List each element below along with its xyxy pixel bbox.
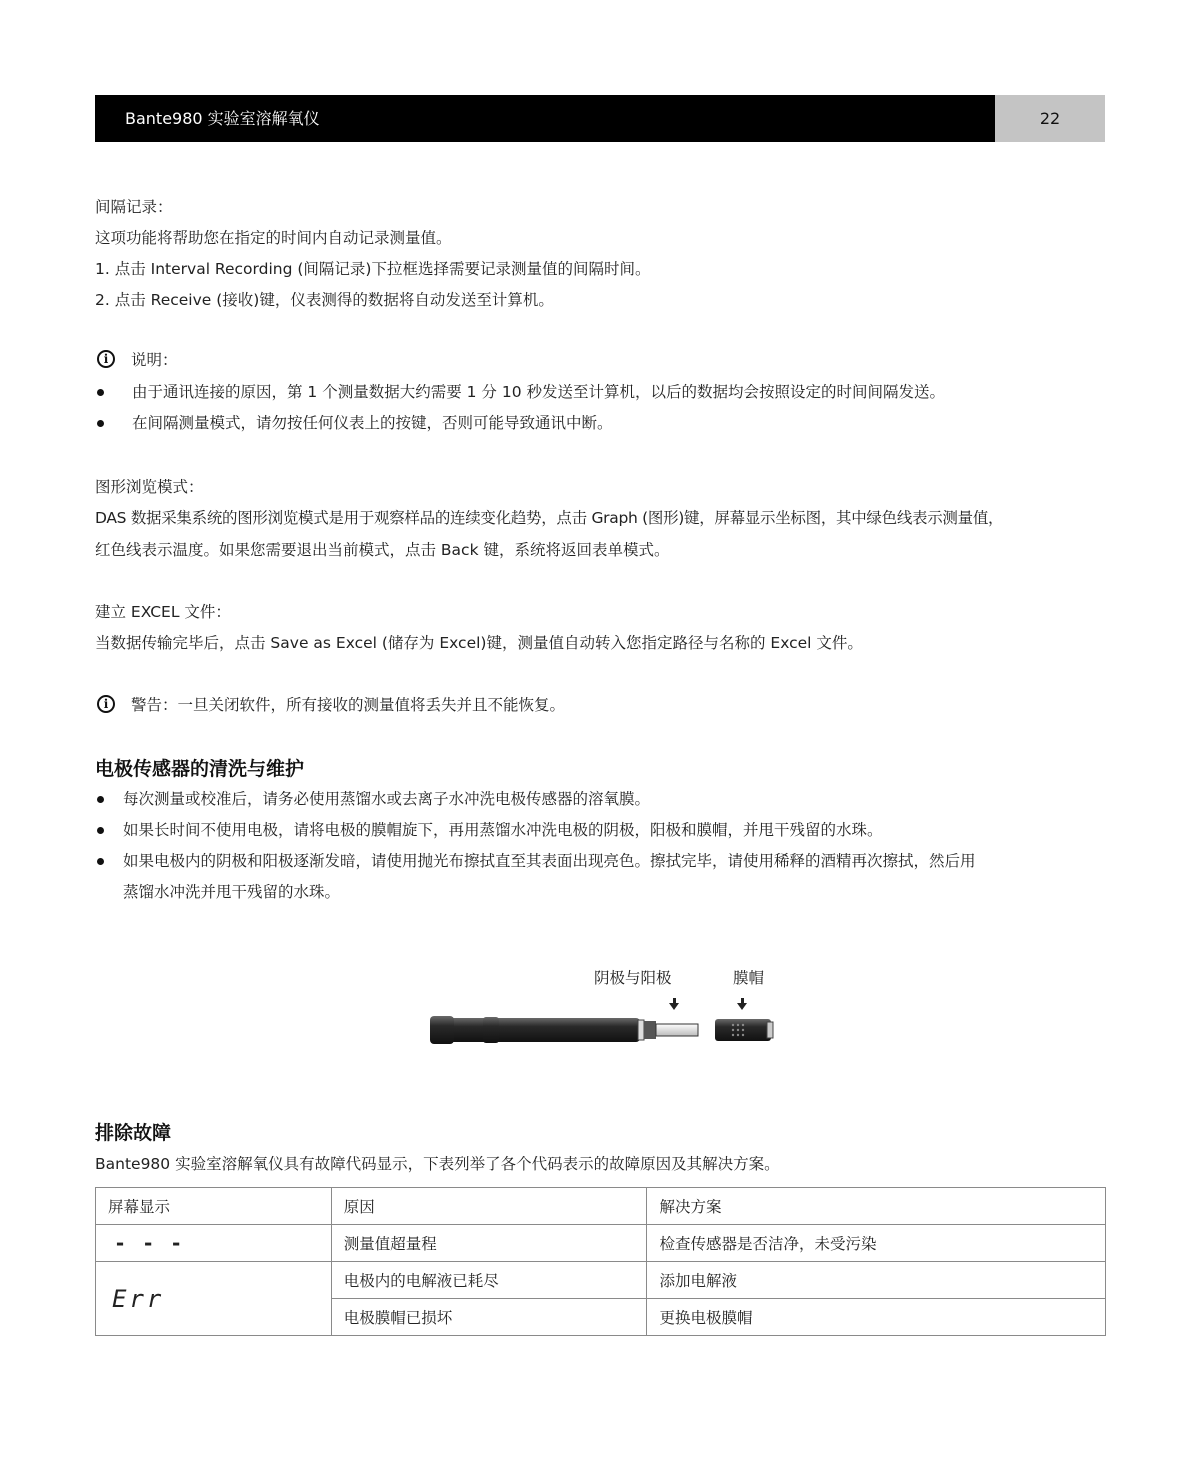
cause-cell: 测量值超量程 — [331, 1225, 647, 1262]
arrow-down-icon — [737, 1003, 747, 1010]
warning-icon: i — [97, 695, 115, 713]
excel-heading: 建立 EXCEL 文件： — [95, 603, 231, 621]
table-header-row — [96, 1188, 1106, 1225]
table-row — [96, 1225, 1106, 1262]
cause-cell: 电极膜帽已损坏 — [331, 1299, 647, 1336]
graph-line-2: 红色线表示温度。如果您需要退出当前模式，点击 Back 键，系统将返回表单模式。 — [95, 541, 670, 559]
display-code-dashes: - - - — [96, 1225, 332, 1262]
troubleshoot-intro: Bante980 实验室溶解氧仪具有故障代码显示，下表列举了各个代码表示的故障原因及其解决方案。 — [95, 1155, 780, 1173]
col-header-display: 屏幕显示 — [96, 1188, 332, 1225]
graph-heading: 图形浏览模式： — [95, 478, 204, 496]
col-header-solution: 解决方案 — [647, 1188, 1106, 1225]
arrow-down-icon — [669, 1003, 679, 1010]
interval-step-1: 1. 点击 Interval Recording (间隔记录)下拉框选择需要记录测量值的间隔时间。 — [95, 260, 651, 278]
note-bullet-1: 由于通讯连接的原因，第 1 个测量数据大约需要 1 分 10 秒发送至计算机，以后的数据均会按照设定的时间间隔发送。 — [132, 383, 946, 401]
bullet-dot — [97, 389, 104, 396]
col-header-cause: 原因 — [331, 1188, 647, 1225]
warning-text: 警告：一旦关闭软件，所有接收的测量值将丢失并且不能恢复。 — [131, 696, 566, 714]
maintenance-title: 电极传感器的清洗与维护 — [95, 758, 305, 780]
bullet-dot — [97, 796, 104, 803]
bullet-dot — [97, 858, 104, 865]
info-icon: i — [97, 350, 115, 368]
excel-body: 当数据传输完毕后，点击 Save as Excel (储存为 Excel)键，测量值自动转入您指定路径与名称的 Excel 文件。 — [95, 634, 863, 652]
interval-intro: 这项功能将帮助您在指定的时间内自动记录测量值。 — [95, 229, 452, 247]
graph-line-1: DAS 数据采集系统的图形浏览模式是用于观察样品的连续变化趋势，点击 Graph (图形)键，屏幕显示坐标图，其中绿色线表示测量值， — [95, 509, 1004, 527]
solution-cell: 更换电极膜帽 — [647, 1299, 1106, 1336]
bullet-dot — [97, 827, 104, 834]
solution-cell: 检查传感器是否洁净，未受污染 — [647, 1225, 1106, 1262]
electrode-illustration — [425, 1012, 785, 1050]
maintenance-bullet-1: 每次测量或校准后，请务必使用蒸馏水或去离子水冲洗电极传感器的溶氧膜。 — [123, 790, 651, 808]
page-header — [95, 95, 1105, 142]
maintenance-bullet-3: 如果电极内的阴极和阳极逐渐发暗，请使用抛光布擦拭直至其表面出现亮色。擦拭完毕，请使用稀释的酒精再次擦拭，然后用 — [123, 852, 976, 870]
maintenance-bullet-3-cont: 蒸馏水冲洗并甩干残留的水珠。 — [123, 883, 341, 901]
note-bullet-2: 在间隔测量模式，请勿按任何仪表上的按键，否则可能导致通讯中断。 — [132, 414, 613, 432]
page-number: 22 — [995, 95, 1105, 142]
error-code-table — [95, 1187, 1106, 1336]
header-title: Bante980 实验室溶解氧仪 — [95, 95, 995, 142]
cause-cell: 电极内的电解液已耗尽 — [331, 1262, 647, 1299]
bullet-dot — [97, 420, 104, 427]
troubleshoot-title: 排除故障 — [95, 1122, 172, 1144]
solution-cell: 添加电解液 — [647, 1262, 1106, 1299]
table-row — [96, 1262, 1106, 1299]
label-membrane-cap: 膜帽 — [733, 969, 765, 987]
maintenance-bullet-2: 如果长时间不使用电极，请将电极的膜帽旋下，再用蒸馏水冲洗电极的阴极，阳极和膜帽，并甩干残留的水珠。 — [123, 821, 883, 839]
interval-heading: 间隔记录： — [95, 198, 173, 216]
note-title: 说明： — [131, 351, 178, 369]
display-code-err: Err — [96, 1262, 332, 1336]
interval-step-2: 2. 点击 Receive (接收)键，仪表测得的数据将自动发送至计算机。 — [95, 291, 554, 309]
label-cathode-anode: 阴极与阳极 — [594, 969, 672, 987]
